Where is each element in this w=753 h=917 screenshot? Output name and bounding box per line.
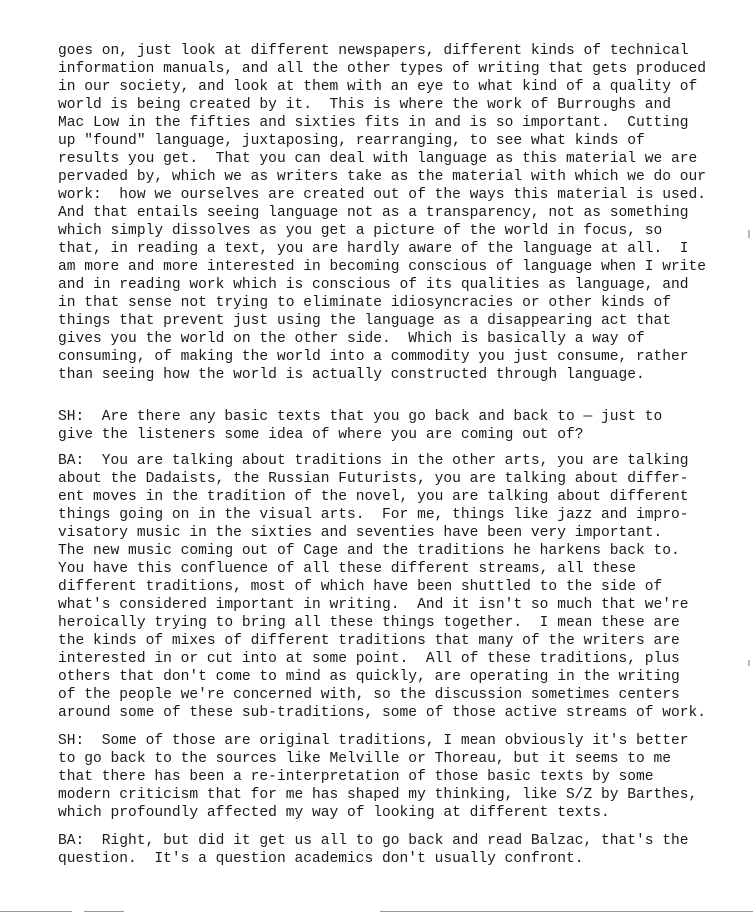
paragraph-ba-traditions: BA: You are talking about traditions in the other arts, you are talking about the Dadaists, the Russian Futurists, you are talking about differ- ent moves in the tradition of the novel, you are talking about different things going on in the visual arts. For me, things like jazz and impro- visatory music in the sixties and seventies have been very important. The new music coming out of Cage and the traditions he harkens back to. You have this confluence of all these different streams, all these different traditions, most of which have been shuttled to the side of what's considered important in writing. And it isn't so much that we're heroically trying to bring all these things together. I mean these are the kinds of mixes of different traditions that many of the writers are interested in or cut into at some point. All of these traditions, plus others that don't come to mind as quickly, are operating in the writing of the people we're concerned with, so the discussion sometimes centers around some of these sub-traditions, some of those active streams of work. (58, 453, 707, 721)
paragraph-burroughs-language: goes on, just look at different newspapers, different kinds of technical information manuals, and all the other types of writing that gets produced in our society, and look at them with an eye to what kind of a quality of world is being created by it. This is where the work of Burroughs and Mac Low in the fifties and sixties fits in and is so important. Cutting up "found" language, juxtaposing, rearranging, to see what kinds of results you get. That you can deal with language as this material we are pervaded by, which we as writers take as the material with which we do our work: how we ourselves are created out of the ways this material is used. And that entails seeing language not as a transparency, not as something which simply dissolves as you get a picture of the world in focus, so that, in reading a text, you are hardly aware of the language at all. I am more and more interested in becoming conscious of language when I write and in reading work which is conscious of its qualities as language, and in that sense not trying to eliminate idiosyncracies or other kinds of things that prevent just using the language as a disappearing act that gives you the world on the other side. Which is basically a way of consuming, of making the world into a commodity you just consume, rather than seeing how the world is actually constructed through language. (58, 43, 707, 383)
page-bottom-rule-short (84, 911, 124, 912)
paragraph-sh-original-traditions: SH: Some of those are original traditions, I mean obviously it's better to go back to the sources like Melville or Thoreau, but it seems to me that there has been a re-interpretation of those basic texts by some modern criticism that for me has shaped my thinking, like S/Z by Barthes, which profoundly affected my way of looking at different texts. (58, 733, 698, 821)
paragraph-ba-balzac: BA: Right, but did it get us all to go back and read Balzac, that's the question. It's a question academics don't usually confront. (58, 833, 689, 867)
page-bottom-rule-left (0, 911, 72, 912)
margin-mark (748, 660, 750, 666)
page-bottom-rule-right (380, 911, 753, 912)
margin-mark (748, 230, 750, 238)
paragraph-sh-basic-texts: SH: Are there any basic texts that you go back and back to — just to give the listeners some idea of where you are coming out of? (58, 409, 663, 443)
